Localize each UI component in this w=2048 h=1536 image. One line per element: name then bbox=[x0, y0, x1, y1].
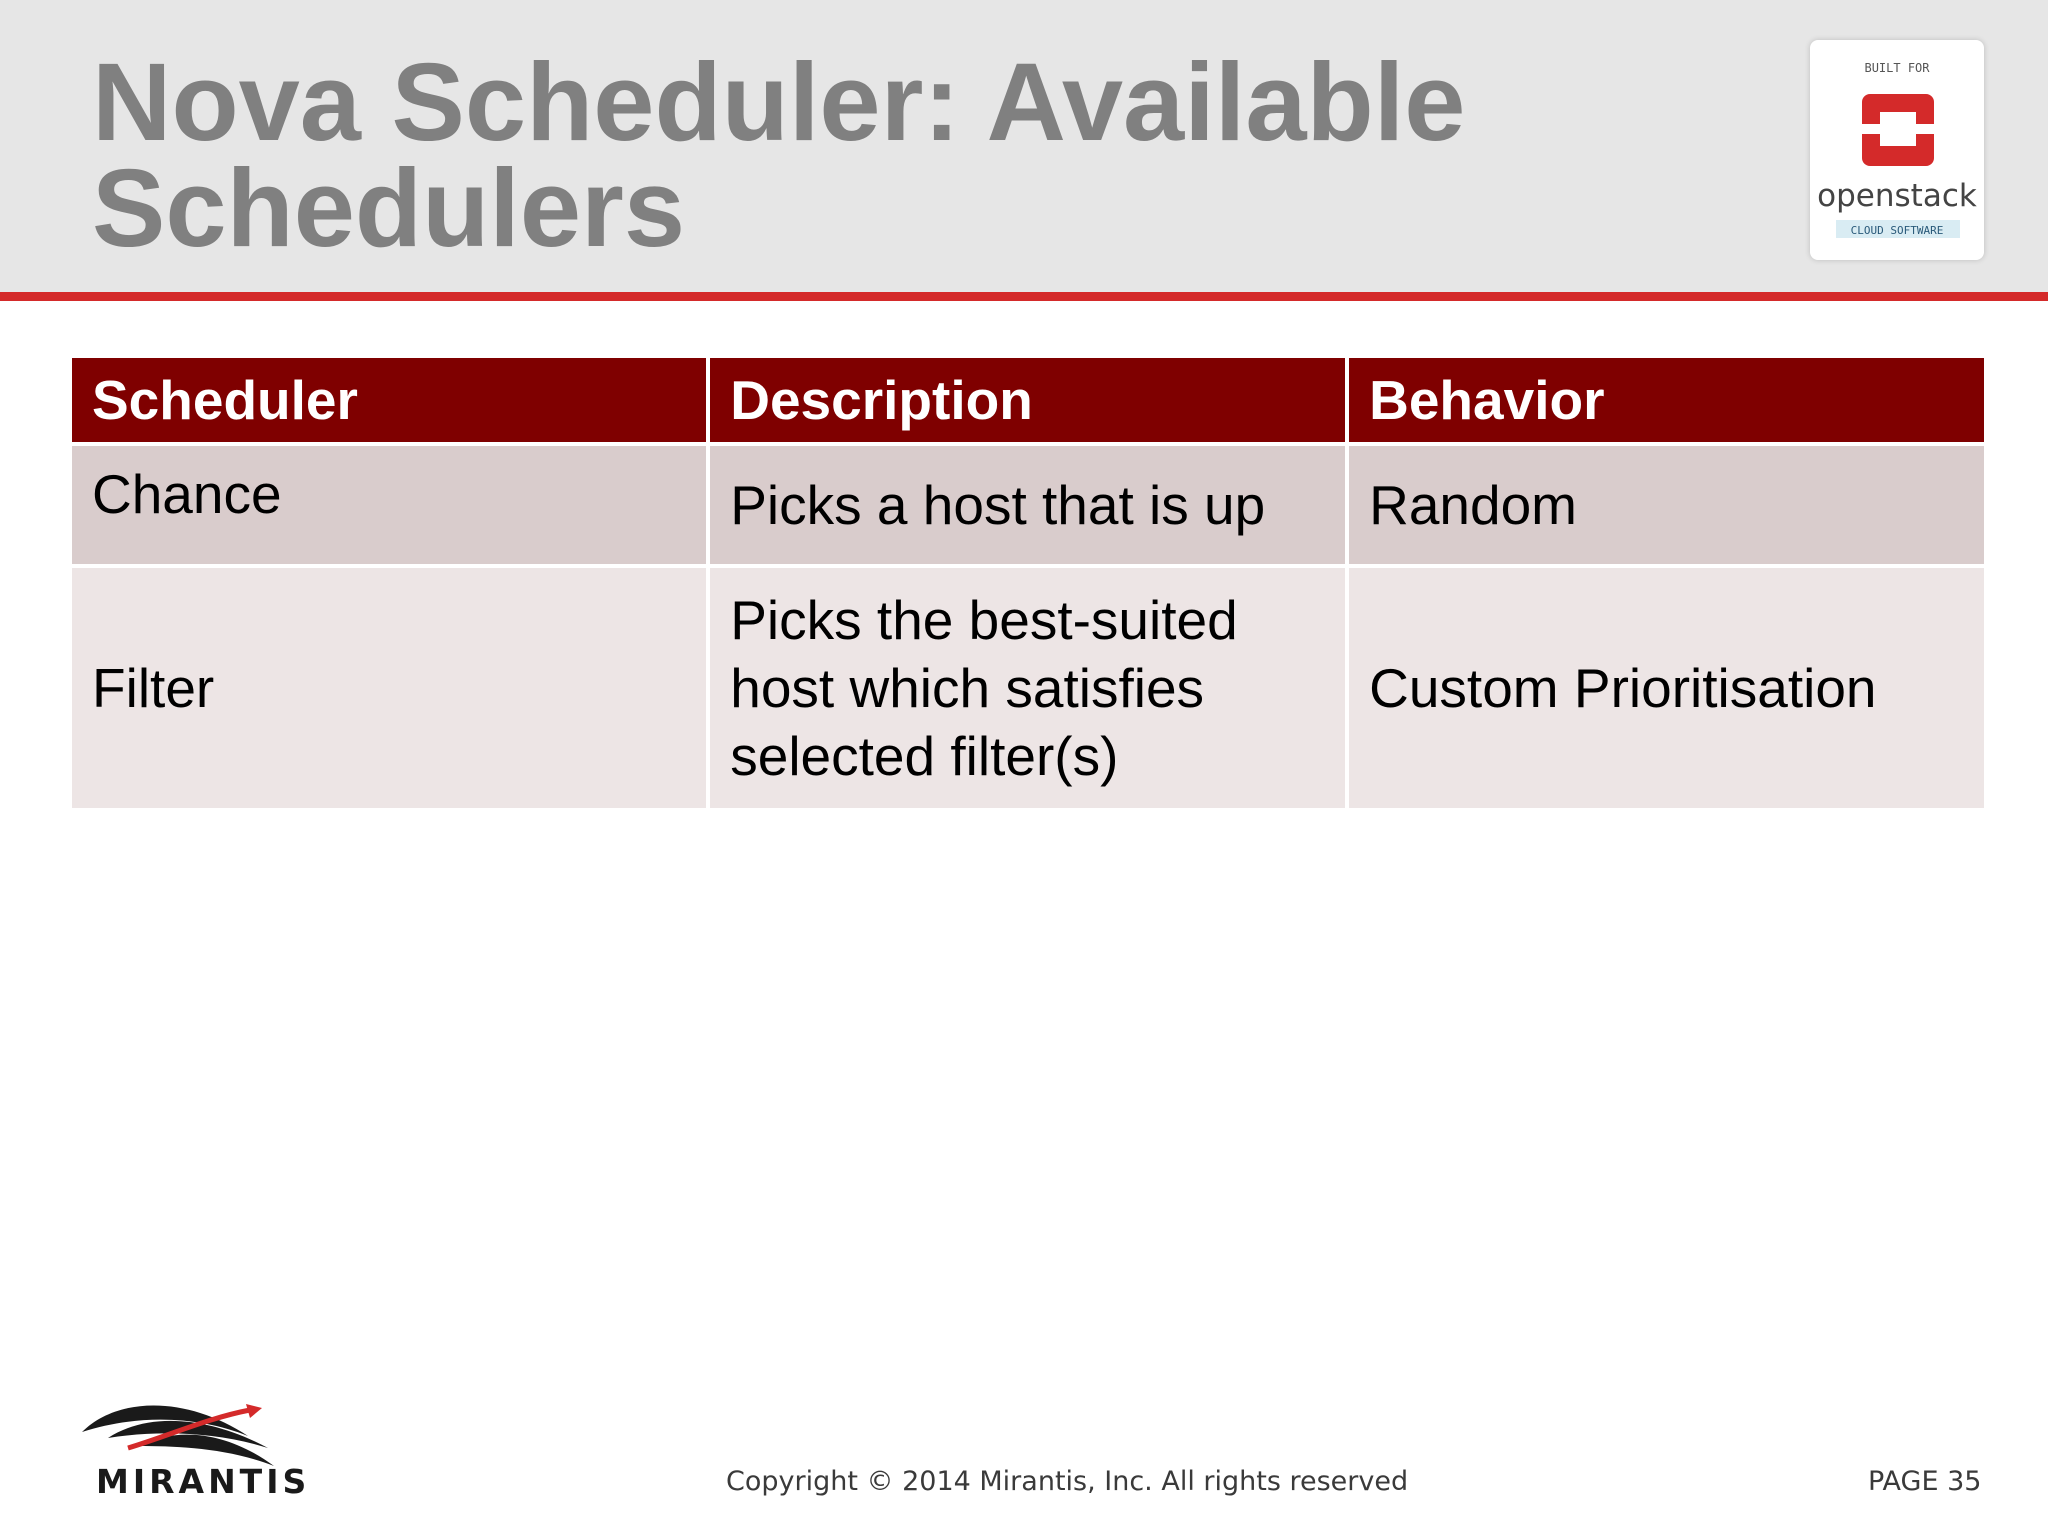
openstack-logo-graphic bbox=[1810, 40, 1984, 260]
page-number: PAGE 35 bbox=[1868, 1466, 1982, 1497]
cell-scheduler-chance: Chance bbox=[72, 446, 706, 564]
header-behavior: Behavior bbox=[1349, 358, 1984, 442]
table-header-row bbox=[72, 358, 1984, 442]
description-line: Picks the best-suited bbox=[730, 589, 1238, 651]
schedulers-table bbox=[68, 354, 1988, 812]
openstack-cube-icon bbox=[1862, 94, 1934, 166]
mirantis-wordmark: MIRANTIS bbox=[96, 1462, 311, 1501]
openstack-wordmark: openstack bbox=[1817, 178, 1977, 214]
slide-title: Nova Scheduler: Available Schedulers bbox=[92, 41, 1466, 270]
description-line: host which satisfies bbox=[730, 657, 1205, 719]
copyright-text: Copyright © 2014 Mirantis, Inc. All rights reserved bbox=[726, 1466, 1409, 1497]
cell-behavior-filter: Custom Prioritisation bbox=[1349, 568, 1984, 808]
openstack-logo bbox=[1810, 40, 1984, 260]
description-line: selected filter(s) bbox=[730, 725, 1119, 787]
cell-description-filter bbox=[710, 568, 1345, 808]
cell-scheduler-filter: Filter bbox=[72, 568, 706, 808]
header-scheduler: Scheduler bbox=[72, 358, 706, 442]
table-row bbox=[72, 568, 1984, 808]
cell-description-chance: Picks a host that is up bbox=[710, 446, 1345, 564]
openstack-built-for-text: BUILT FOR bbox=[1864, 61, 1930, 75]
cell-behavior-chance: Random bbox=[1349, 446, 1984, 564]
table-row bbox=[72, 446, 1984, 564]
header-description: Description bbox=[710, 358, 1345, 442]
openstack-tagline: CLOUD SOFTWARE bbox=[1850, 224, 1944, 237]
header-accent-rule bbox=[0, 292, 2048, 301]
